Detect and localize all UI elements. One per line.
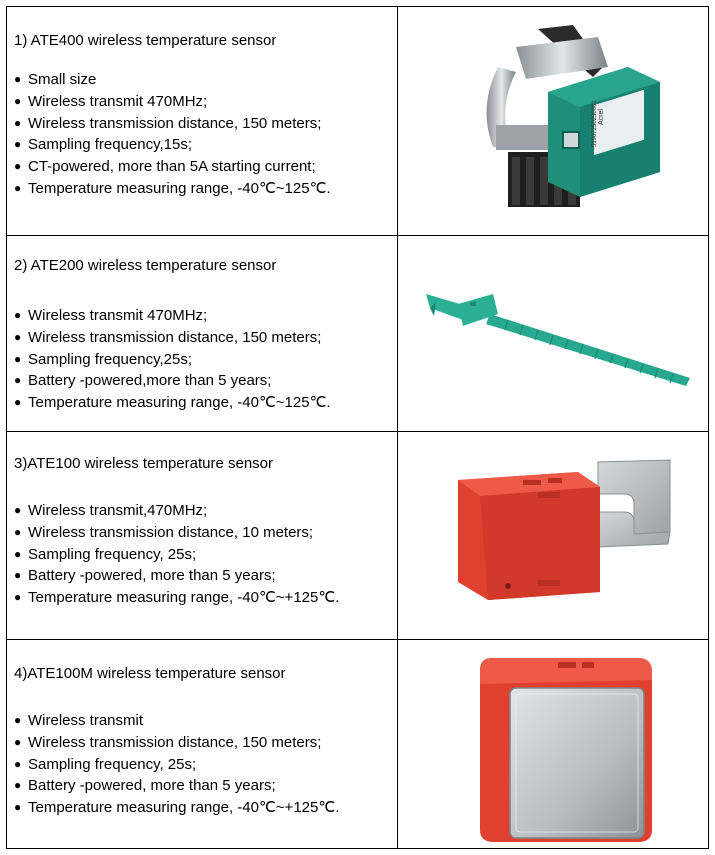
- product-description-cell: [7, 432, 398, 639]
- bullet-icon: ●: [14, 93, 22, 108]
- product-title: 4)ATE100M wireless temperature sensor: [14, 665, 286, 682]
- product-image-cell: [398, 640, 708, 848]
- ate400-sensor-image: [398, 7, 708, 235]
- bullet-icon: ●: [14, 159, 22, 174]
- bullet-icon: ●: [14, 72, 22, 86]
- product-table: [6, 6, 709, 849]
- feature-list: [14, 500, 339, 609]
- bullet-icon: ●: [14, 546, 22, 561]
- bullet-icon: ●: [14, 115, 22, 130]
- bullet-icon: ●: [14, 778, 22, 793]
- feature-item: ● Sampling frequency,15s;: [14, 136, 192, 154]
- feature-item: ● Temperature measuring range, -40℃~125℃.: [14, 179, 331, 197]
- product-row-ate100: [7, 432, 708, 640]
- feature-item: ● Sampling frequency,25s;: [14, 350, 192, 368]
- feature-item: ● Wireless transmission distance, 10 meters;: [14, 523, 314, 541]
- feature-item: ● Battery -powered, more than 5 years;: [14, 777, 276, 795]
- feature-item: ● Wireless transmit,470MHz;: [14, 502, 208, 519]
- feature-list: [14, 69, 331, 200]
- ate100m-sensor-image: [398, 640, 708, 847]
- feature-item: ● Small size: [14, 71, 97, 88]
- feature-item: ● Wireless transmit 470MHz;: [14, 92, 208, 110]
- bullet-icon: ●: [14, 180, 22, 195]
- feature-item: ● Wireless transmission distance, 150 meters;: [14, 733, 322, 751]
- feature-list: [14, 305, 331, 414]
- bullet-icon: ●: [14, 137, 22, 152]
- bullet-icon: ●: [14, 734, 22, 749]
- bullet-icon: ●: [14, 373, 22, 388]
- feature-item: ● Wireless transmission distance, 150 meters;: [14, 328, 322, 346]
- product-description-cell: [7, 640, 398, 848]
- bullet-icon: ●: [14, 568, 22, 583]
- device-brand-label: Acrel: [598, 109, 605, 125]
- product-image-cell: [398, 432, 708, 639]
- feature-list: [14, 710, 339, 819]
- feature-item: ● Temperature measuring range, -40℃~+125℃.: [14, 589, 340, 607]
- bullet-icon: ●: [14, 590, 22, 605]
- feature-item: ● Temperature measuring range, -40℃~+125℃.: [14, 799, 340, 817]
- product-row-ate100m: [7, 640, 708, 848]
- bullet-icon: ●: [14, 395, 22, 410]
- product-description-cell: [7, 236, 398, 431]
- feature-item: ● Wireless transmit: [14, 712, 144, 729]
- device-serial-label: 51907250230001: [592, 100, 598, 147]
- bullet-icon: ●: [14, 756, 22, 771]
- product-description-cell: [7, 7, 398, 235]
- bullet-icon: ●: [14, 524, 22, 539]
- feature-item: ● CT-powered, more than 5A starting current;: [14, 158, 316, 176]
- feature-item: ● Wireless transmit 470MHz;: [14, 307, 208, 324]
- bullet-icon: ●: [14, 351, 22, 366]
- ate200-sensor-image: [398, 236, 708, 431]
- product-image-cell: [398, 7, 708, 235]
- feature-item: ● Sampling frequency, 25s;: [14, 755, 197, 773]
- feature-item: ● Wireless transmission distance, 150 meters;: [14, 114, 322, 132]
- feature-item: ● Battery -powered, more than 5 years;: [14, 567, 276, 585]
- product-row-ate200: [7, 236, 708, 432]
- feature-item: ● Battery -powered,more than 5 years;: [14, 372, 272, 390]
- bullet-icon: ●: [14, 308, 22, 322]
- bullet-icon: ●: [14, 329, 22, 344]
- bullet-icon: ●: [14, 713, 22, 727]
- product-title: 2) ATE200 wireless temperature sensor: [14, 257, 277, 274]
- ate100-sensor-image: [398, 432, 708, 639]
- feature-item: ● Sampling frequency, 25s;: [14, 545, 197, 563]
- product-title: 3)ATE100 wireless temperature sensor: [14, 455, 273, 472]
- bullet-icon: ●: [14, 800, 22, 815]
- product-image-cell: [398, 236, 708, 431]
- feature-item: ● Temperature measuring range, -40℃~125℃.: [14, 394, 331, 412]
- product-row-ate400: [7, 7, 708, 236]
- product-title: 1) ATE400 wireless temperature sensor: [14, 32, 277, 49]
- bullet-icon: ●: [14, 503, 22, 517]
